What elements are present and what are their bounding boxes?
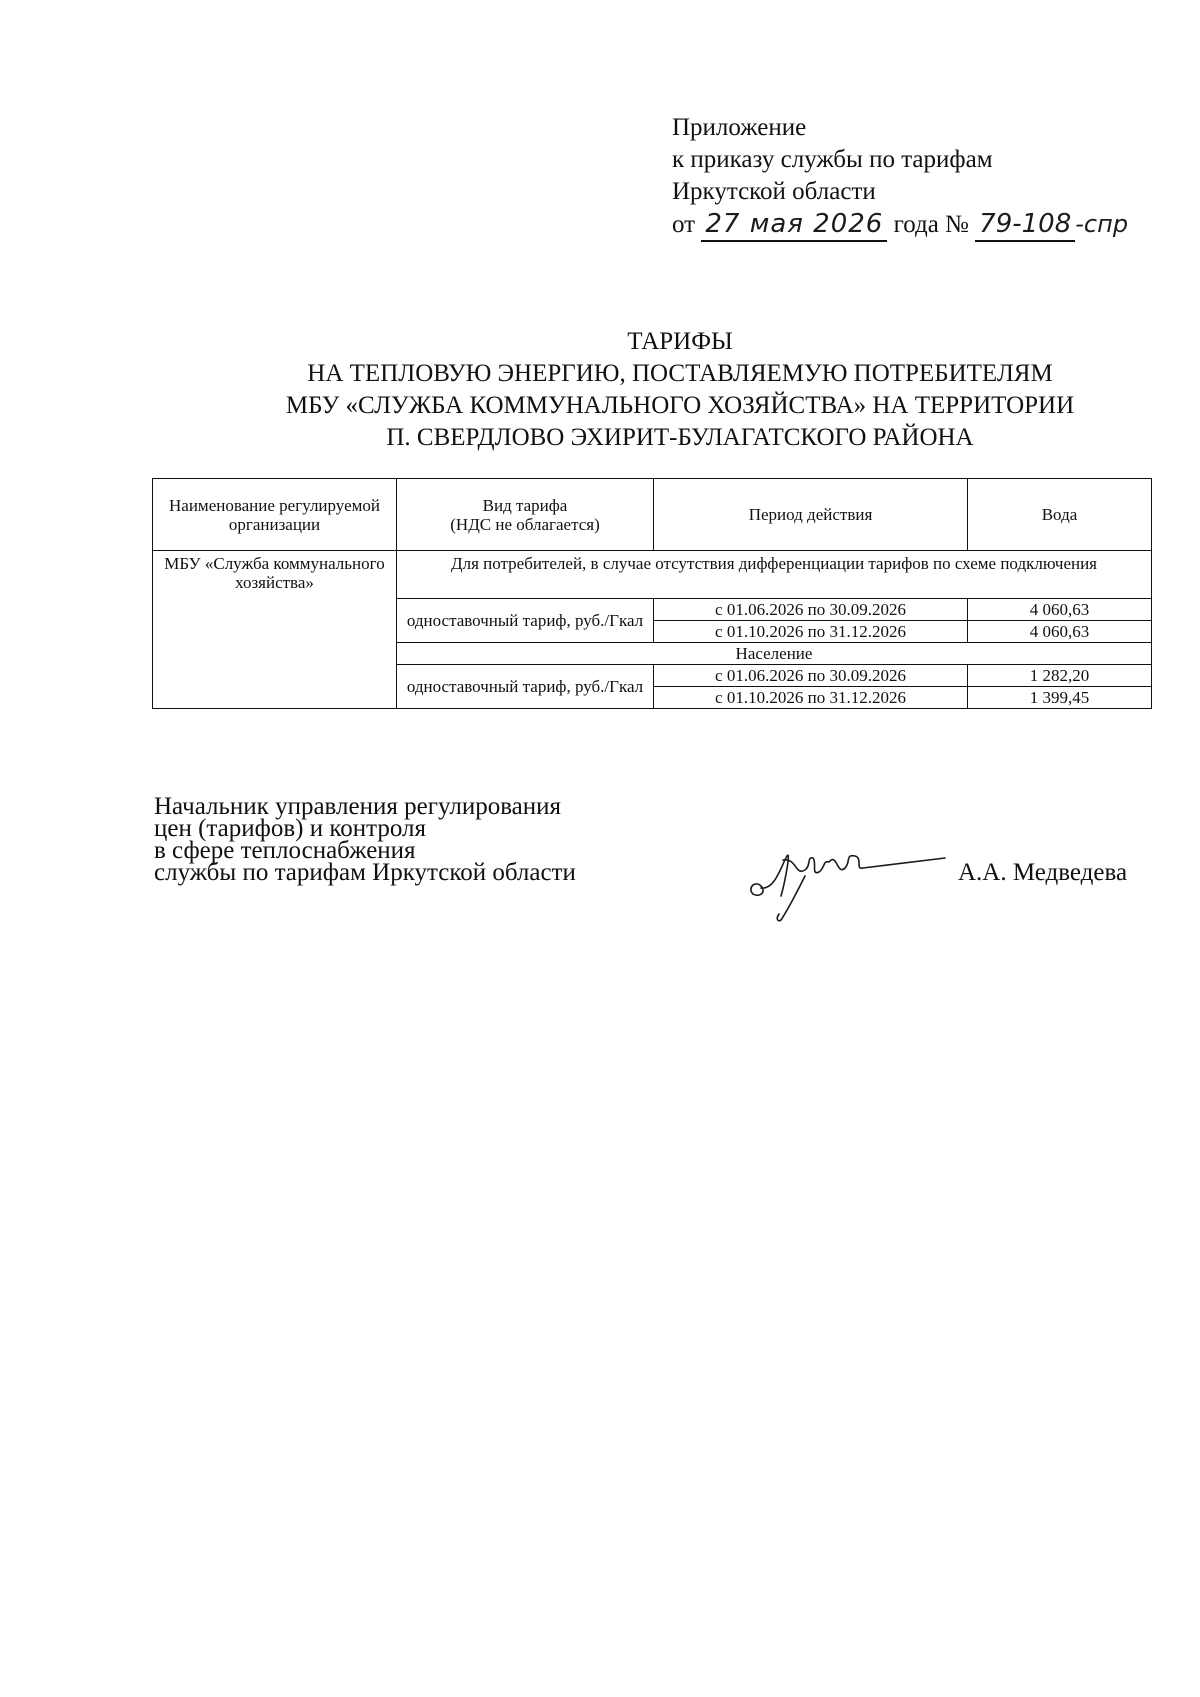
header-tariff-type-line-2: (НДС не облагается)	[450, 514, 600, 534]
section-population: Население	[397, 643, 1152, 665]
appendix-line-3: Иркутской области	[672, 178, 876, 205]
title-line-3: МБУ «СЛУЖБА КОММУНАЛЬНОГО ХОЗЯЙСТВА» НА ТЕРРИТОРИИ	[285, 392, 1075, 419]
header-water: Вода	[968, 479, 1152, 551]
signatory-line-4: службы по тарифам Иркутской области	[154, 859, 576, 886]
period-cell: с 01.10.2026 по 31.12.2026	[654, 621, 968, 643]
date-prefix: от	[672, 211, 696, 238]
table-header-row	[153, 479, 1152, 551]
document-title	[150, 326, 1200, 454]
header-tariff-type-line-1: Вид тарифа	[482, 495, 568, 515]
title-line-4: П. СВЕРДЛОВО ЭХИРИТ-БУЛАГАТСКОГО РАЙОНА	[386, 424, 974, 451]
header-org: Наименование регулируемой организации	[153, 479, 397, 551]
period-cell: с 01.10.2026 по 31.12.2026	[654, 687, 968, 709]
title-line-2: НА ТЕПЛОВУЮ ЭНЕРГИЮ, ПОСТАВЛЯЕМУЮ ПОТРЕБИТЕЛЯМ	[307, 360, 1053, 387]
handwritten-order-number-tail: -спр	[1075, 210, 1129, 238]
tariff-type-cell: одноставочный тариф, руб./Гкал	[397, 599, 654, 643]
appendix-header	[672, 112, 1128, 242]
signatory-line-3: в сфере теплоснабжения	[154, 837, 416, 864]
handwritten-order-number: 79-108	[975, 208, 1075, 242]
signatory-line-2: цен (тарифов) и контроля	[154, 815, 426, 842]
header-period: Период действия	[654, 479, 968, 551]
signatory-name: А.А. Медведева	[958, 859, 1128, 886]
title-line-1: ТАРИФЫ	[627, 328, 733, 355]
tariff-table	[152, 478, 1152, 709]
handwritten-signature	[745, 836, 955, 924]
tariff-type-cell: одноставочный тариф, руб./Гкал	[397, 665, 654, 709]
value-cell: 1 282,20	[968, 665, 1152, 687]
value-cell: 4 060,63	[968, 599, 1152, 621]
header-tariff-type	[397, 479, 654, 551]
handwritten-date: 27 мая 2026	[701, 208, 887, 242]
date-suffix: года №	[893, 211, 969, 238]
value-cell: 4 060,63	[968, 621, 1152, 643]
organization-cell: МБУ «Служба коммунального хозяйства»	[153, 551, 397, 709]
appendix-line-1: Приложение	[672, 114, 807, 141]
signatory-position	[154, 793, 576, 886]
value-cell: 1 399,45	[968, 687, 1152, 709]
period-cell: с 01.06.2026 по 30.09.2026	[654, 599, 968, 621]
section-consumers: Для потребителей, в случае отсутствия дифференциации тарифов по схеме подключения	[397, 551, 1152, 599]
appendix-date-line	[672, 208, 1128, 242]
signatory-line-1: Начальник управления регулирования	[154, 793, 562, 820]
period-cell: с 01.06.2026 по 30.09.2026	[654, 665, 968, 687]
table-row	[153, 551, 1152, 599]
appendix-line-2: к приказу службы по тарифам	[672, 146, 993, 173]
